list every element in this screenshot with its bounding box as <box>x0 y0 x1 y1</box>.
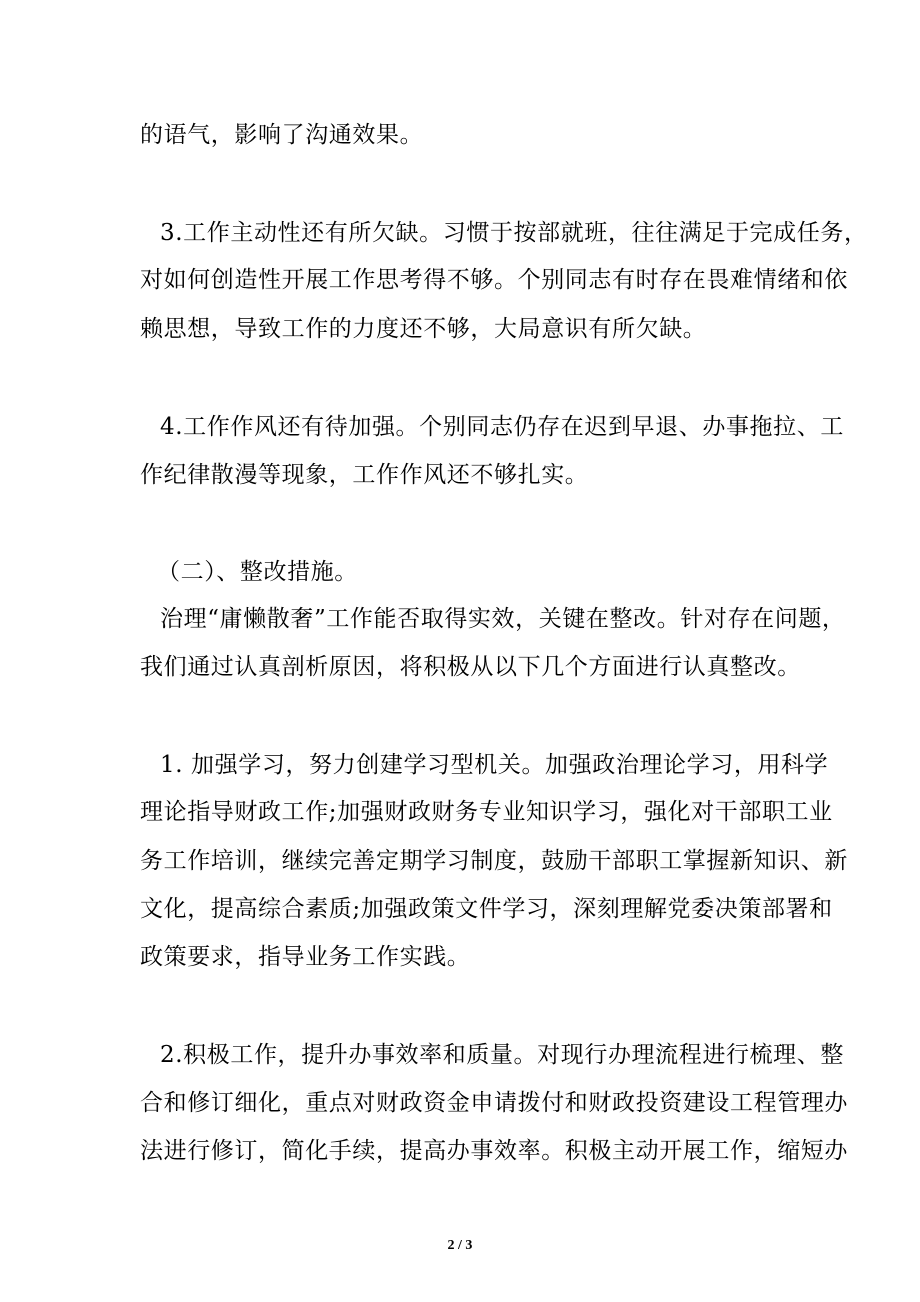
text-line: 1. 加强学习，努力创建学习型机关。加强政治理论学习，用科学 <box>160 752 829 778</box>
section-heading: （二）、整改措施。 <box>157 559 358 585</box>
text-line: 赖思想，导致工作的力度还不够，大局意识有所欠缺。 <box>140 316 707 342</box>
text-line: 作纪律散漫等现象，工作作风还不够扎实。 <box>140 462 589 488</box>
text-line: 法进行修订，简化手续，提高办事效率。积极主动开展工作，缩短办 <box>140 1138 848 1164</box>
text-line: 对如何创造性开展工作思考得不够。个别同志有时存在畏难情绪和依 <box>140 267 848 293</box>
text-line: 2.积极工作，提升办事效率和质量。对现行办理流程进行梳理、整 <box>160 1042 844 1068</box>
text-line: 的语气，影响了沟通效果。 <box>140 122 424 148</box>
text-line: 文化，提高综合素质;加强政策文件学习，深刻理解党委决策部署和 <box>140 896 833 922</box>
text-line: 理论指导财政工作;加强财政财务专业知识学习，强化对干部职工业 <box>140 799 833 825</box>
page-number: 2 / 3 <box>447 1238 473 1253</box>
text-line: 政策要求，指导业务工作实践。 <box>140 944 471 970</box>
text-line: 合和修订细化，重点对财政资金申请拨付和财政投资建设工程管理办 <box>140 1090 848 1116</box>
text-line: 务工作培训，继续完善定期学习制度，鼓励干部职工掌握新知识、新 <box>140 848 848 874</box>
text-line: 3.工作主动性还有所欠缺。习惯于按部就班，往往满足于完成任务， <box>160 220 868 246</box>
text-line: 我们通过认真剖析原因，将积极从以下几个方面进行认真整改。 <box>140 654 801 680</box>
text-line: 4.工作作风还有待加强。个别同志仍存在迟到早退、办事拖拉、工 <box>160 414 844 440</box>
text-line: 治理“庸懒散奢”工作能否取得实效，关键在整改。针对存在问题， <box>160 606 846 632</box>
